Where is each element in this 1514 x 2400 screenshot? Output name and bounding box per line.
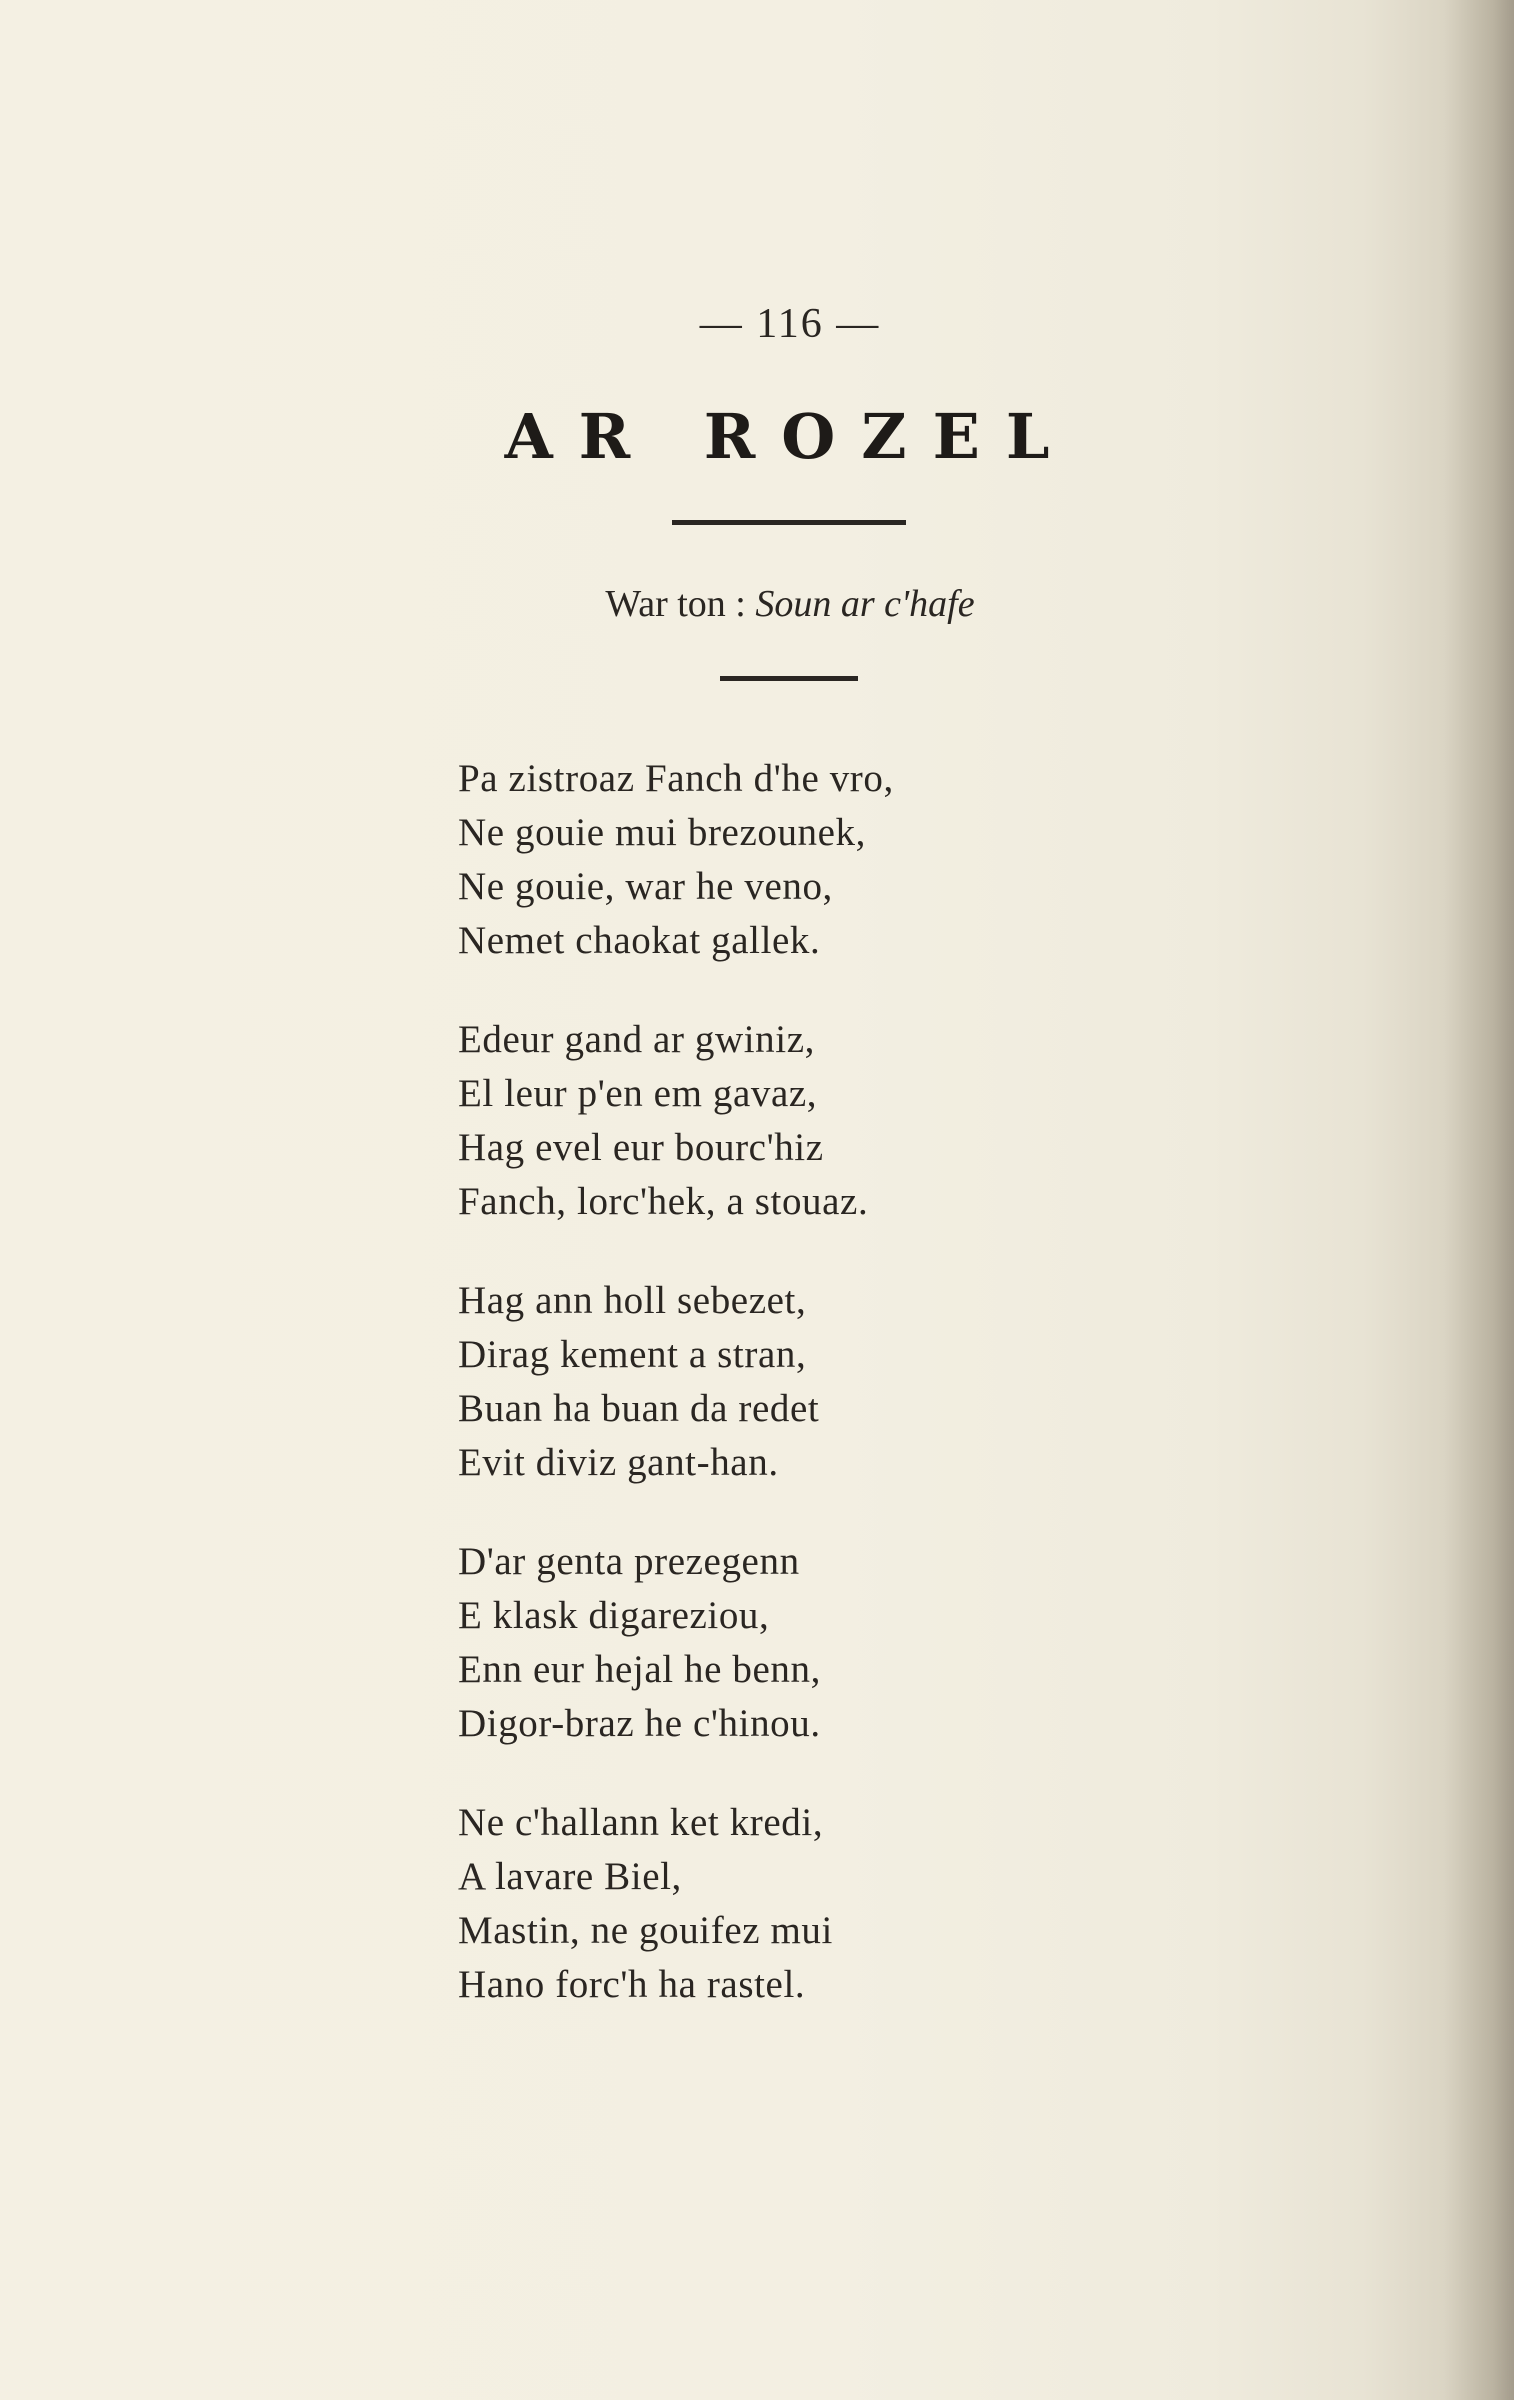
verse-line: Enn eur hejal he benn,	[458, 1648, 821, 1691]
page-edge-shadow	[1444, 0, 1514, 2400]
verse-line: E klask digareziou,	[458, 1594, 770, 1637]
stanza-1	[458, 752, 1218, 968]
stanza-4	[458, 1535, 1218, 1751]
tune-rule	[720, 676, 858, 681]
verse-line: Mastin, ne gouifez mui	[458, 1909, 833, 1952]
verse-line: Digor-braz he c'hinou.	[458, 1702, 821, 1745]
stanza-5	[458, 1796, 1218, 2012]
verse-line: Pa zistroaz Fanch d'he vro,	[458, 757, 894, 800]
verse-line: A lavare Biel,	[458, 1855, 682, 1898]
title-rule	[672, 520, 906, 525]
verse-line: Buan ha buan da redet	[458, 1387, 820, 1430]
verse-line: Hag evel eur bourc'hiz	[458, 1126, 824, 1169]
tune-line	[0, 582, 1514, 626]
verse-line: Dirag kement a stran,	[458, 1333, 807, 1376]
verse-line: Evit diviz gant-han.	[458, 1441, 779, 1484]
stanza-3	[458, 1274, 1218, 1490]
verse-line: Edeur gand ar gwiniz,	[458, 1018, 815, 1061]
verse-line: El leur p'en em gavaz,	[458, 1072, 818, 1115]
verse-line: Nemet chaokat gallek.	[458, 919, 821, 962]
stanza-2	[458, 1013, 1218, 1229]
verse-line: Hag ann holl sebezet,	[458, 1279, 807, 1322]
verse-line: Ne c'hallann ket kredi,	[458, 1801, 824, 1844]
tune-name: Soun ar c'hafe	[755, 583, 975, 625]
verse-line: Ne gouie, war he veno,	[458, 865, 833, 908]
tune-prefix: War ton :	[605, 583, 756, 625]
page-number: — 116 —	[699, 301, 881, 347]
verse-line: D'ar genta prezegenn	[458, 1540, 800, 1583]
verse-line: Hano forc'h ha rastel.	[458, 1963, 806, 2006]
poem-title: AR ROZEL	[504, 400, 1076, 473]
verse-line: Fanch, lorc'hek, a stouaz.	[458, 1180, 869, 1223]
verse-line: Ne gouie mui brezounek,	[458, 811, 867, 854]
poem-body	[458, 752, 1218, 2057]
